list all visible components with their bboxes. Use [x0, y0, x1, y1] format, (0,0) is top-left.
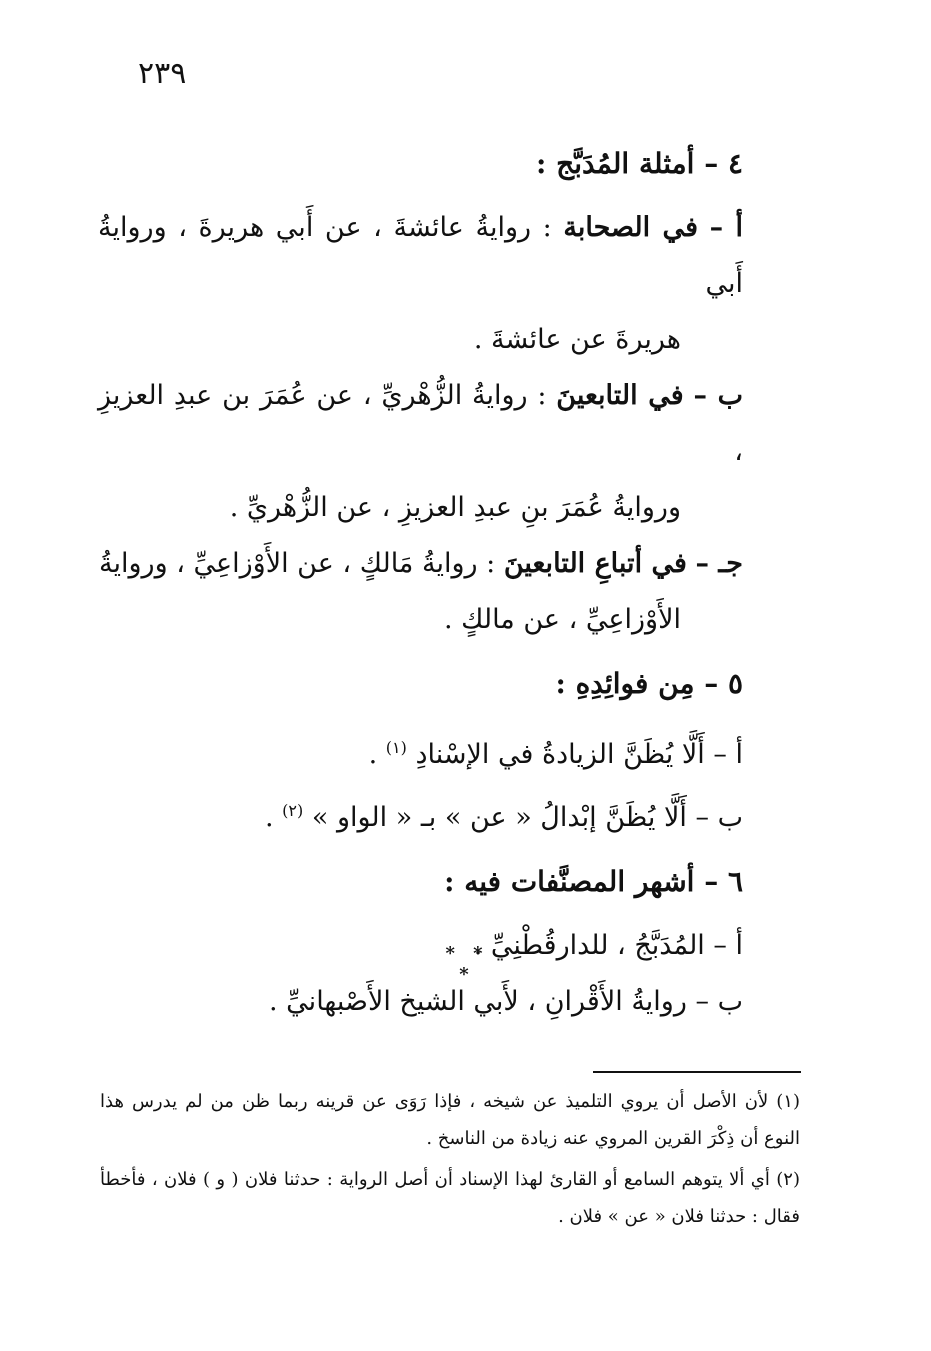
item-end: . [264, 802, 274, 833]
item-text: المُدَبَّجُ ، للدارقُطْنِيِّ . [473, 930, 705, 961]
footnote-ref-2[interactable]: (٢) [282, 801, 304, 820]
item-label: في الصحابة [563, 212, 698, 243]
benefits-heading: ٥ – مِن فوائِدِهِ : [555, 667, 743, 700]
item-marker: أ – [713, 739, 743, 770]
item-text: أَلَّا يُظَنَّ إبْدالُ « عن » بـ « الواو » [311, 802, 687, 833]
item-text: : روايةُ الزُّهْريِّ ، عن عُمَرَ بن عبدِ العزيزِ ، [98, 380, 743, 467]
item-text: روايةُ الأَقْرانِ ، لأَبي الشيخ الأَصْبهانيِّ . [269, 986, 687, 1017]
item-marker: ب – [695, 986, 743, 1017]
footnote-separator [593, 1071, 801, 1073]
item-label: في أتباعِ التابعينَ [503, 548, 687, 579]
work-item-b-line [98, 974, 743, 1030]
benefit-item-a [98, 720, 743, 783]
item-continuation: هريرةَ عن عائشةَ . [473, 324, 681, 355]
footnote-ref-1[interactable]: (١) [385, 738, 407, 757]
example-item-a [98, 200, 743, 368]
works-heading: ٦ – أشهر المصنَّفات فيه : [444, 865, 743, 898]
examples-heading: ٤ – أمثلة المُدَبَّج : [536, 147, 743, 180]
work-item-a [98, 918, 743, 974]
item-marker: أ – [709, 212, 744, 243]
benefits-section [98, 658, 743, 846]
examples-section [98, 138, 743, 648]
item-label: في التابعينَ [556, 380, 684, 411]
footnote-1: (١) لأن الأصل أن يروي التلميذ عن شيخه ، فإذا رَوَى عن قرينه ربما ظن من لم يدرس هذا النوع أن ذِكْرَ القرين المروي عنه زيادة من الناسخ . [100, 1091, 800, 1149]
item-continuation: وروايةُ عُمَرَ بنِ عبدِ العزيزِ ، عن الزُّهْريِّ . [229, 492, 681, 523]
example-item-c-line [98, 536, 743, 592]
footnote-2: (٢) أي ألا يتوهم السامع أو القارئ لهذا الإسناد أن أصل الرواية : حدثنا فلان ( و ) فلان ، فأخطأ فقال : حدثنا فلان « عن » فلان . [100, 1169, 800, 1227]
item-marker: ب – [693, 380, 743, 411]
section-divider: * * * [445, 943, 489, 985]
benefit-item-a-line [98, 720, 743, 783]
benefit-item-b-line [98, 783, 743, 846]
item-text: : روايةُ عائشةَ ، عن أَبي هريرةَ ، وروايةُ أَبي [98, 212, 743, 299]
work-item-a-line [98, 918, 743, 974]
work-item-b [98, 974, 743, 1030]
item-end: . [368, 739, 378, 770]
example-item-b-line [98, 368, 743, 480]
example-item-c [98, 536, 743, 648]
works-section [98, 856, 743, 1030]
benefit-item-b [98, 783, 743, 846]
item-text: أَلَّا يُظَنَّ الزيادةُ في الإسْنادِ [415, 739, 705, 770]
item-marker: أ – [713, 930, 743, 961]
footnotes [100, 1083, 800, 1239]
main-content [98, 138, 743, 1040]
item-continuation: الأَوْزاعِيِّ ، عن مالكٍ . [443, 604, 681, 635]
page-number: ٢٣٩ [138, 56, 187, 91]
item-marker: جـ – [695, 548, 743, 579]
item-text: : روايةُ مَالكٍ ، عن الأَوْزاعِيِّ ، وروايةُ [99, 548, 496, 579]
item-marker: ب – [695, 802, 743, 833]
example-item-b [98, 368, 743, 536]
example-item-a-line [98, 200, 743, 312]
